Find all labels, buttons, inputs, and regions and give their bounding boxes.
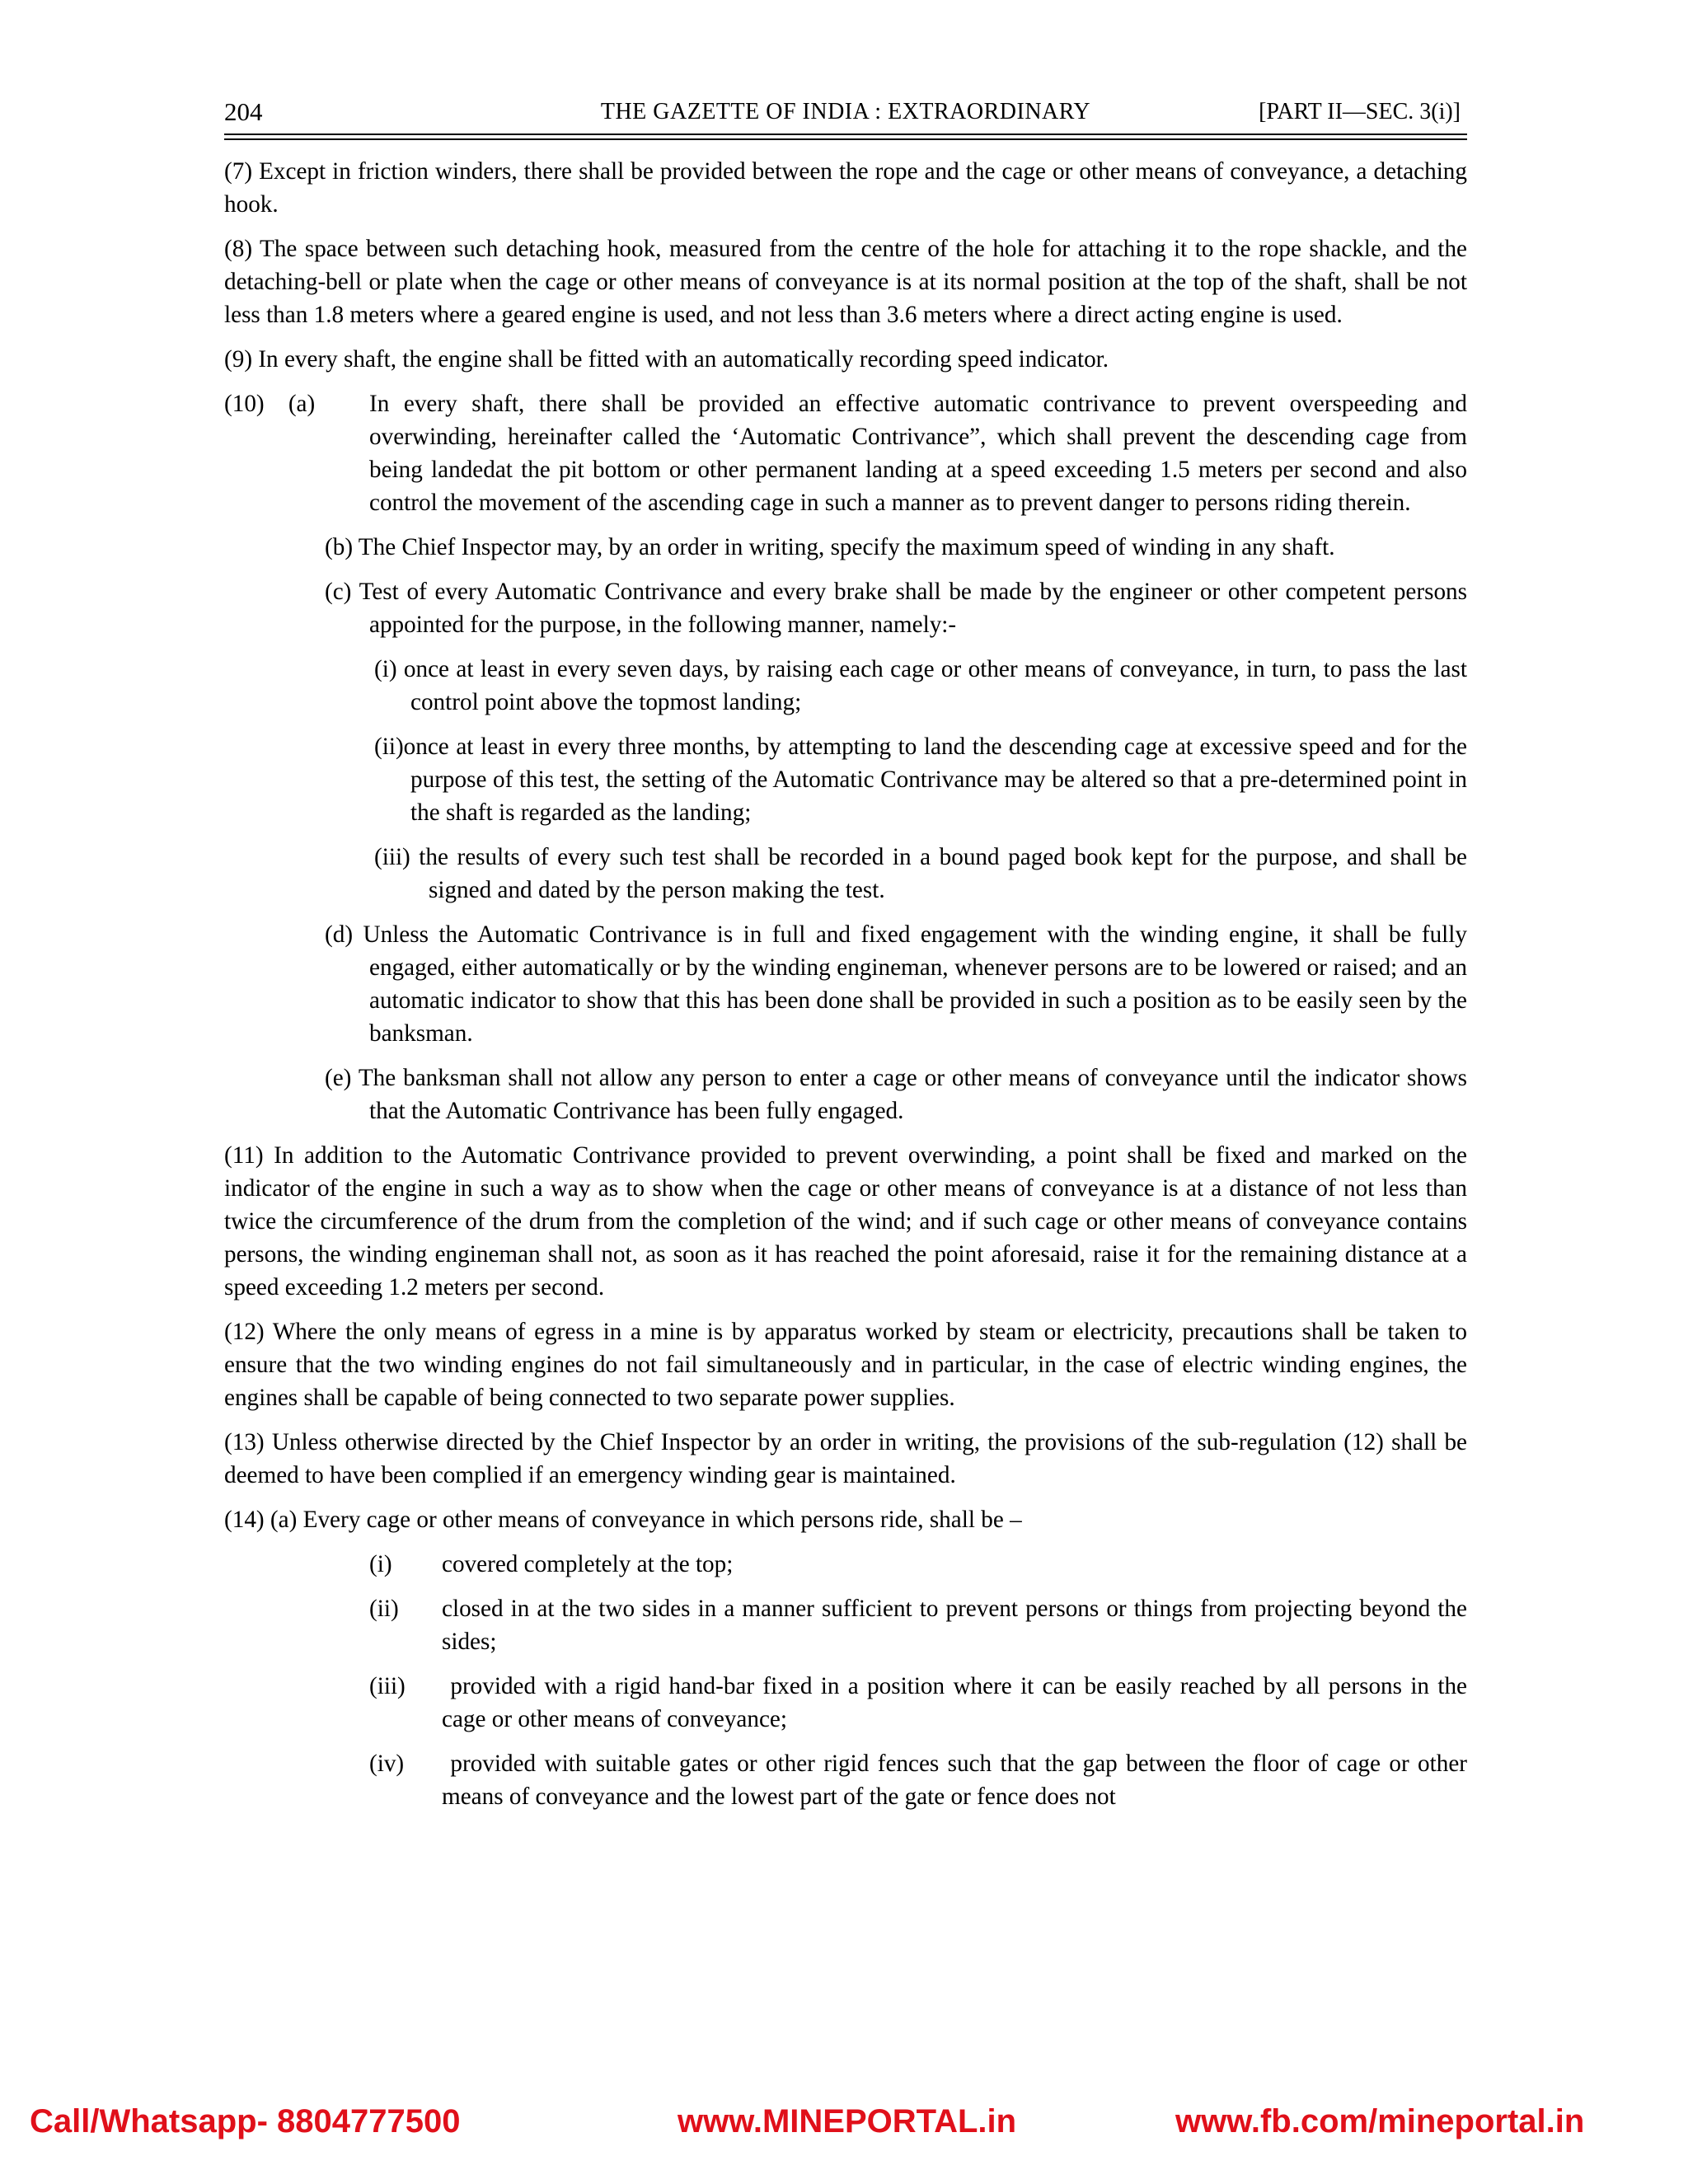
para-13: (13) Unless otherwise directed by the Chief Inspector by an order in writing, the provisions of the sub-regulation (12) shall be deemed to have been complied if an emergency winding gear is maintained.: [224, 1429, 1467, 1488]
footer-website-link[interactable]: www.MINEPORTAL.in: [678, 2103, 1017, 2139]
para-10d: (d) Unless the Automatic Contrivance is in full and fixed engagement with the winding engine, it shall be fully engaged, either automatically or by the winding engineman, whenever persons are to be lowered or raised; and an automatic indicator to show that this has been done shall be provided in such a position as to be easily seen by the banksman.: [325, 921, 1467, 1047]
item-text: provided with a rigid hand-bar fixed in a position where it can be easily reached by all persons in the cage or other means of conveyance;: [442, 1673, 1474, 1732]
header-rule-bottom: [224, 138, 1467, 140]
para-10c: (c) Test of every Automatic Contrivance and every brake shall be made by the engineer or other competent persons appointed for the purpose, in the following manner, namely:-: [325, 579, 1467, 638]
item-label: (ii): [369, 1596, 399, 1622]
para-10c-iii: (iii) the results of every such test shall be recorded in a bound paged book kept for the purpose, and shall be signed and dated by the person making the test.: [374, 844, 1467, 903]
item-text: covered completely at the top;: [442, 1551, 734, 1577]
item-label: (iv): [369, 1750, 405, 1777]
item-text: closed in at the two sides in a manner sufficient to prevent persons or things from projecting beyond the sides;: [442, 1596, 1467, 1655]
para-10a-text: In every shaft, there shall be provided an effective automatic contrivance to prevent overspeeding and overwinding, hereinafter called the ‘Automatic Contrivance”, which shall prevent the descending cage from being landedat the pit bottom or other permanent landing at a speed exceeding 1.5 meters per second and also control the movement of the ascending cage in such a manner as to prevent danger to persons riding therein.: [369, 391, 1467, 516]
footer-facebook-link[interactable]: www.fb.com/mineportal.in: [1175, 2103, 1585, 2139]
para-14-item: [224, 1670, 1474, 1736]
footer-phone: Call/Whatsapp- 8804777500: [30, 2103, 461, 2139]
para-14-item: [224, 1747, 1474, 1813]
gazette-title: THE GAZETTE OF INDIA : EXTRAORDINARY: [600, 99, 1091, 124]
item-label: (iii): [369, 1673, 406, 1699]
para-10e: (e) The banksman shall not allow any person to enter a cage or other means of conveyance until the indicator shows that the Automatic Contrivance has been fully engaged.: [325, 1065, 1467, 1124]
part-section: [PART II—SEC. 3(i)]: [1259, 99, 1461, 124]
header-rule-top: [224, 134, 1467, 135]
para-14-item: [224, 1592, 1467, 1658]
page-number: 204: [224, 97, 263, 126]
para-10a: [224, 387, 1467, 519]
para-14-item: [224, 1548, 1467, 1581]
para-10-label: (10) (a): [224, 391, 316, 417]
para-10c-i: (i) once at least in every seven days, by raising each cage or other means of conveyance, in turn, to pass the last control point above the topmost landing;: [374, 656, 1467, 715]
para-12: (12) Where the only means of egress in a mine is by apparatus worked by steam or electricity, precautions shall be taken to ensure that the two winding engines do not fail simultaneously and in particular, in the case of electric winding engines, the engines shall be capable of being connected to two separate power supplies.: [224, 1319, 1467, 1411]
para-10b: (b) The Chief Inspector may, by an order in writing, specify the maximum speed of winding in any shaft.: [325, 534, 1335, 560]
para-14: (14) (a) Every cage or other means of conveyance in which persons ride, shall be –: [224, 1507, 1022, 1533]
item-text: provided with suitable gates or other rigid fences such that the gap between the floor of cage or other means of conveyance and the lowest part of the gate or fence does not: [442, 1750, 1474, 1810]
para-11: (11) In addition to the Automatic Contrivance provided to prevent overwinding, a point shall be fixed and marked on the indicator of the engine in such a way as to show when the cage or other means of conveyance is at a distance of not less than twice the circumference of the drum from the completion of the wind; and if such cage or other means of conveyance contains persons, the winding engineman shall not, as soon as it has reached the point aforesaid, raise it for the remaining distance at a speed exceeding 1.2 meters per second.: [224, 1142, 1467, 1301]
para-7: (7) Except in friction winders, there shall be provided between the rope and the cage or other means of conveyance, a detaching hook.: [224, 158, 1467, 218]
page-header: [224, 91, 1467, 130]
item-label: (i): [369, 1551, 392, 1577]
promo-footer: [0, 2103, 1688, 2153]
para-9: (9) In every shaft, the engine shall be fitted with an automatically recording speed indicator.: [224, 346, 1109, 373]
gazette-page: [224, 91, 1474, 1825]
para-8: (8) The space between such detaching hook, measured from the centre of the hole for attaching it to the rope shackle, and the detaching-bell or plate when the cage or other means of conveyance is at its normal position at the top of the shaft, shall be not less than 1.8 meters where a geared engine is used, and not less than 3.6 meters where a direct acting engine is used.: [224, 236, 1467, 328]
para-10c-ii: (ii)once at least in every three months, by attempting to land the descending cage at excessive speed and for the purpose of this test, the setting of the Automatic Contrivance may be altered so that a pre-determined point in the shaft is regarded as the landing;: [374, 733, 1467, 826]
